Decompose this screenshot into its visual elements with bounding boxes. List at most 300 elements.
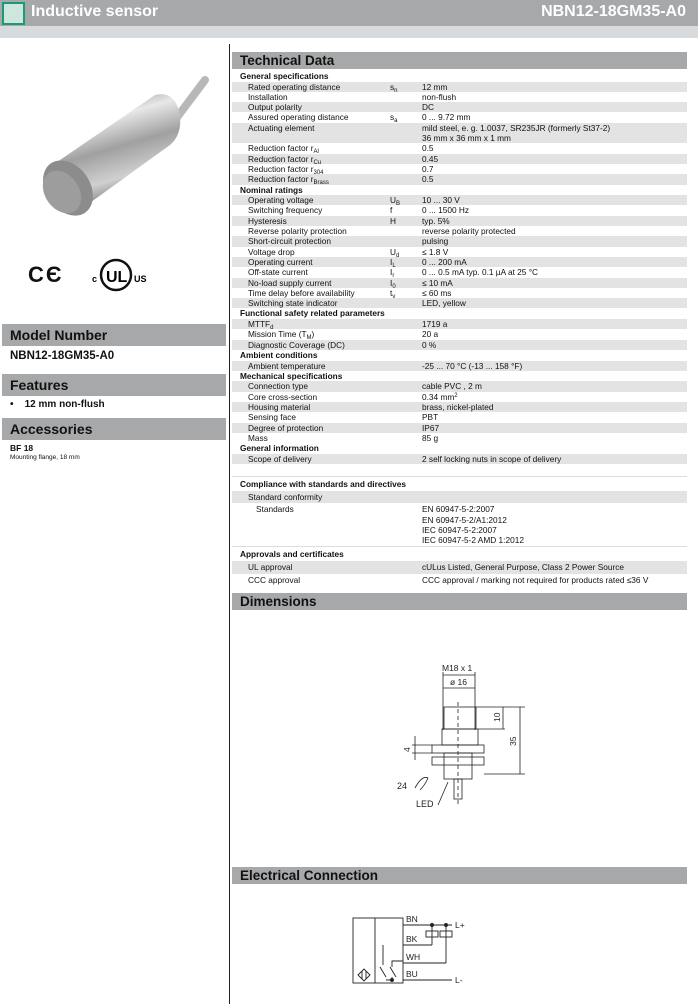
group-heading: General specifications [240,71,329,81]
spec-symbol-sub: d [396,252,400,259]
spec-value-line [422,288,687,298]
spec-symbol-sub: 0 [392,283,396,290]
dimension-drawing [370,650,540,820]
spec-symbol [390,143,422,153]
spec-symbol [390,402,422,412]
spec-value-text: EN 60947-5-2/A1:2012 [422,514,507,525]
spec-value-text: cable PVC , 2 m [422,381,482,392]
spec-value [422,492,687,502]
spec-label-text: Actuating element [248,122,315,133]
spec-value-line [422,205,687,215]
spec-label-text: Core cross-section [248,391,318,402]
spec-value-line [422,575,687,585]
spec-label-text: Reduction factor r [248,143,314,154]
spec-label [248,164,390,174]
spec-value [422,92,687,102]
spec-label-text: Operating voltage [248,195,314,206]
ul-mark [92,257,154,293]
spec-row [232,278,687,288]
spec-value-line [422,226,687,236]
spec-row [232,574,687,586]
spec-label-after: ) [311,329,315,340]
product-image [20,70,210,230]
spec-label-text: Switching frequency [248,205,323,216]
spec-value [422,216,687,226]
spec-label [248,216,390,226]
spec-symbol-sub: n [394,87,398,94]
spec-value-line [422,216,687,226]
spec-value-text: 12 mm [422,81,448,92]
spec-row [232,205,687,215]
spec-label [248,226,390,236]
spec-value-line [422,433,687,443]
spec-symbol-sub: a [394,118,398,125]
spec-value [422,504,687,545]
spec-value [422,412,687,422]
spec-row [232,123,687,144]
spec-value [422,226,687,236]
spec-symbol [390,433,422,443]
spec-symbol [390,562,422,572]
spec-value-line [422,133,687,143]
spec-value-text: IEC 60947-5-2:2007 [422,524,497,535]
spec-value-line [422,112,687,122]
spec-value-text: 2 self locking nuts in scope of delivery [422,453,562,464]
spec-value-line [422,402,687,412]
spec-value-text: LED, yellow [422,298,466,309]
spec-label [248,381,390,391]
spec-row [232,491,687,503]
spec-value-text: 10 ... 30 V [422,195,460,206]
spec-symbol [390,492,422,502]
spec-symbol [390,454,422,464]
spec-row [232,361,687,371]
spec-label [248,562,390,572]
spec-label-text: Output polarity [248,102,302,113]
spec-label-text: Mission Time (T [248,329,307,340]
spec-value-line [422,319,687,329]
spec-value-text: 0 ... 1500 Hz [422,205,470,216]
group-heading: Mechanical specifications [240,370,343,381]
spec-row [232,82,687,92]
spec-symbol [390,154,422,164]
spec-value [422,143,687,153]
spec-value-text: 0 ... 9.72 mm [422,112,471,123]
spec-value-text: -25 ... 70 °C (-13 ... 158 °F) [422,360,523,371]
svg-text:c: c [92,274,98,284]
spec-label-text: Reduction factor r [248,153,314,164]
spec-row [232,267,687,280]
spec-label [248,361,390,371]
spec-value-text: typ. 5% [422,215,450,226]
spec-value-line [422,82,687,92]
spec-label-text: Off-state current [248,267,308,278]
spec-symbol [390,392,422,402]
spec-label-text: Sensing face [248,412,296,423]
spec-label [248,298,390,308]
feature-text: 12 mm non-flush [24,399,105,410]
spec-symbol-text: s [390,112,395,123]
spec-value [422,562,687,572]
spec-value-line [422,392,687,402]
spec-label-text: Ambient temperature [248,360,326,371]
wire-bu: BU [406,969,418,979]
spec-row [232,329,687,342]
spec-symbol [390,423,422,433]
spec-symbol [390,412,422,422]
spec-label [248,412,390,422]
spec-value-line [422,298,687,308]
spec-label-text: Reduction factor r [248,174,314,185]
spec-value-text: PBT [422,412,439,423]
svg-text:US: US [134,274,147,284]
spec-row [232,433,687,443]
spec-label [248,92,390,102]
spec-value [422,575,687,585]
spec-label-text: Diagnostic Coverage (DC) [248,339,345,350]
spec-label-text: Rated operating distance [248,81,341,92]
spec-symbol-text: s [390,81,395,92]
spec-label-text: MTTF [248,319,271,330]
spec-label [248,329,390,342]
spec-value-line [422,123,687,133]
features-heading: Features [2,374,226,396]
spec-value [422,174,687,184]
spec-symbol [390,329,422,339]
spec-symbol [390,288,422,298]
spec-label [248,112,390,122]
dim-35-label: 35 [508,736,518,746]
spec-symbol-text: H [390,215,396,226]
spec-value-text: 0 ... 200 mA [422,256,467,267]
accessories-heading: Accessories [2,418,226,440]
group-heading: Compliance with standards and directives [232,476,687,491]
spec-row [232,423,687,433]
spec-value-line [422,174,687,184]
spec-label [248,174,390,187]
spec-value [422,154,687,164]
spec-row [232,164,687,174]
spec-label-text: Assured operating distance [248,112,349,123]
spec-row [232,288,687,298]
spec-value [422,329,687,339]
spec-value [422,361,687,371]
dim-10-label: 10 [492,712,502,722]
spec-row [232,503,687,546]
technical-data-heading: Technical Data [232,52,687,69]
spec-value [422,195,687,205]
spec-value [422,278,687,288]
dim-4-label: 4 [402,747,412,752]
spec-label-text: CCC approval [248,574,301,585]
spec-label-text: Voltage drop [248,246,295,257]
spec-label [248,236,390,246]
spec-label [248,402,390,412]
group-heading: Approvals and certificates [232,546,687,561]
spec-symbol-text: t [390,287,393,298]
spec-value-line [422,154,687,164]
spec-value-text: 0 ... 0.5 mA typ. 0.1 µA at 25 °C [422,267,539,278]
spec-row [232,112,687,125]
spec-label-sub: 304 [313,169,324,176]
spec-label-sub: d [270,325,274,332]
spec-value-line [422,423,687,433]
led-label: LED [416,799,434,809]
spec-row [232,381,687,391]
wiring-diagram [340,905,490,1000]
spec-row [232,236,687,246]
spec-value [422,112,687,122]
spec-symbol-text: I [390,267,393,278]
spec-label [248,143,390,156]
spec-value [422,164,687,174]
spec-symbol [390,267,422,280]
header-subbar [0,26,698,38]
spec-label-text: Time delay before availability [248,287,355,298]
spec-symbol [390,174,422,184]
spec-symbol [390,247,422,257]
page-title: Inductive sensor [31,3,159,20]
spec-symbol-text: I [390,256,393,267]
spec-row [232,174,687,187]
spec-value-line [422,329,687,339]
spec-value-text: DC [422,102,434,113]
column-divider [229,44,230,1004]
spec-symbol [390,226,422,236]
spec-row [232,216,687,226]
spec-row [232,454,687,464]
spec-row [232,154,687,164]
supply-plus: L+ [455,920,465,930]
spec-value-line [422,381,687,391]
spec-label [248,575,390,585]
spec-value-line [422,195,687,205]
spec-symbol [390,298,422,308]
spec-value-line [422,267,687,277]
spec-value-text: EN 60947-5-2:2007 [422,504,495,515]
brand-logo [2,2,25,25]
spec-value-text: ≤ 1.8 V [422,246,449,257]
spec-value-text: pulsing [422,236,449,247]
spec-symbol-sub: L [392,262,396,269]
spec-value-line [422,102,687,112]
spec-symbol [390,319,422,329]
spec-value-text: mild steel, e. g. 1.0037, SR235JR (formerly St37-2) [422,122,611,133]
spec-label [248,205,393,216]
ce-mark: CЄ [28,262,64,287]
spec-symbol [390,205,422,215]
spec-value [422,82,687,92]
spec-row [232,102,687,112]
spec-value [422,319,687,329]
accessory-description: Mounting flange, 18 mm [10,454,80,461]
spec-label [248,267,393,278]
header-bar [0,0,698,26]
spec-label-text: Hysteresis [248,215,287,226]
spec-row [232,561,687,573]
spec-value-line [422,92,687,102]
spec-value [422,123,687,144]
spec-label-text: No-load supply current [248,277,332,288]
spec-row [232,143,687,156]
spec-value-text: 0.45 [422,153,439,164]
spec-label [248,247,390,257]
spec-symbol [390,112,422,125]
spec-label-text: Reduction factor r [248,163,314,174]
technical-data-table [232,71,687,464]
spec-symbol [390,92,422,102]
spec-label-text: Connection type [248,381,308,392]
spec-value-line [422,236,687,246]
spec-value-text: 20 a [422,329,439,340]
diameter-label: ø 16 [450,677,468,687]
spec-symbol [390,164,422,174]
spec-value [422,267,687,277]
accessory-name[interactable]: BF 18 [10,443,34,453]
spec-label-sub: Cu [313,159,322,166]
feature-item: • 12 mm non-flush [10,399,105,410]
spec-value-line [422,143,687,153]
spec-symbol [390,575,422,585]
spec-value-text: IP67 [422,422,440,433]
spec-row [232,319,687,332]
spec-value-text: 1719 a [422,319,448,330]
spec-label [248,82,390,92]
spec-value-text: 36 mm x 36 mm x 1 mm [422,133,511,144]
spec-symbol [390,123,422,144]
spec-symbol-text: U [390,246,396,257]
spec-row [232,298,687,308]
spec-value-text: IEC 60947-5-2 AMD 1:2012 [422,535,524,546]
spec-label [248,454,390,464]
spec-value-line [422,247,687,257]
spec-label [248,195,390,205]
spec-symbol-sub: v [392,293,396,300]
spec-row [232,226,687,236]
spec-symbol [390,236,422,246]
spec-label-text: Mass [248,432,268,443]
spec-label-sub: M [306,335,312,342]
spec-label-sub: Brass [313,180,329,187]
spec-value-line [422,454,687,464]
spec-label-text: Degree of protection [248,422,324,433]
spec-label-text: Standard conformity [248,492,323,502]
spec-value-text: reverse polarity protected [422,226,516,237]
spec-value-text: 0 % [422,339,437,350]
spec-symbol [390,102,422,112]
spec-symbol-sub: r [392,273,395,280]
spec-row [232,392,687,402]
spec-symbol-text: U [390,195,396,206]
spec-symbol-text: I [390,277,393,288]
spec-value [422,454,687,464]
spec-label [248,319,390,332]
group-heading: General information [240,443,319,454]
spec-symbol [390,361,422,371]
spec-value [422,340,687,350]
spec-value [422,392,687,402]
spec-value [422,381,687,391]
spec-row [232,195,687,208]
model-number-heading: Model Number [2,324,226,346]
spec-value-text: 0.5 [422,143,434,154]
spec-symbol [390,278,422,288]
spec-label-sub: Al [313,149,319,156]
spec-symbol-sub: B [396,201,401,208]
svg-text:UL: UL [106,269,128,286]
spec-value-text: 0.34 mm [422,391,455,402]
spec-symbol [390,381,422,391]
spec-value-line [422,504,687,514]
spec-value-line [422,515,687,525]
spec-label [248,256,393,267]
spec-label [248,504,390,545]
group-heading: Nominal ratings [240,184,303,195]
group-heading: Ambient conditions [240,349,318,360]
spec-label [248,492,390,502]
spec-row [232,340,687,350]
spec-value [422,205,687,215]
spec-value-line [422,361,687,371]
spec-value-text: brass, nickel-plated [422,401,494,412]
spec-value-text: 85 g [422,432,439,443]
spec-value [422,102,687,112]
wrench-label: 24 [397,781,408,791]
spec-value [422,288,687,298]
spec-label [248,123,390,144]
spec-label-text: Switching state indicator [248,298,338,309]
spec-label [248,277,393,288]
spec-value-line [422,278,687,288]
electrical-connection-heading: Electrical Connection [232,867,687,884]
spec-label-text: Short-circuit protection [248,236,332,247]
spec-label-text: Installation [248,91,288,102]
spec-value [422,423,687,433]
wire-wh: WH [406,952,421,962]
spec-label [248,433,390,443]
spec-row [232,92,687,102]
spec-value-text: ≤ 10 mA [422,277,453,288]
spec-label [248,154,390,164]
spec-label-text: Standards [256,504,294,515]
spec-value-text: 0.5 [422,174,434,185]
spec-value-line [422,562,687,572]
supply-minus: L- [455,975,463,985]
spec-value-line [422,412,687,422]
wire-bk: BK [406,934,418,944]
spec-value [422,433,687,443]
spec-label [248,340,390,350]
spec-label [248,287,393,298]
spec-symbol [390,340,422,350]
spec-value-line [422,257,687,267]
spec-symbol [390,82,422,92]
spec-symbol [390,257,422,267]
spec-value-sup: 2 [454,392,458,399]
spec-row [232,402,687,412]
spec-value [422,257,687,267]
spec-value-text: ≤ 60 ms [422,287,452,298]
compliance-table [232,476,687,586]
model-number: NBN12-18GM35-A0 [10,350,115,362]
spec-label [248,102,390,112]
spec-row [232,247,687,257]
spec-label-text: Operating current [248,256,313,267]
spec-value [422,298,687,308]
spec-value [422,402,687,412]
spec-value-text: non-flush [422,91,457,102]
spec-symbol [390,504,422,545]
